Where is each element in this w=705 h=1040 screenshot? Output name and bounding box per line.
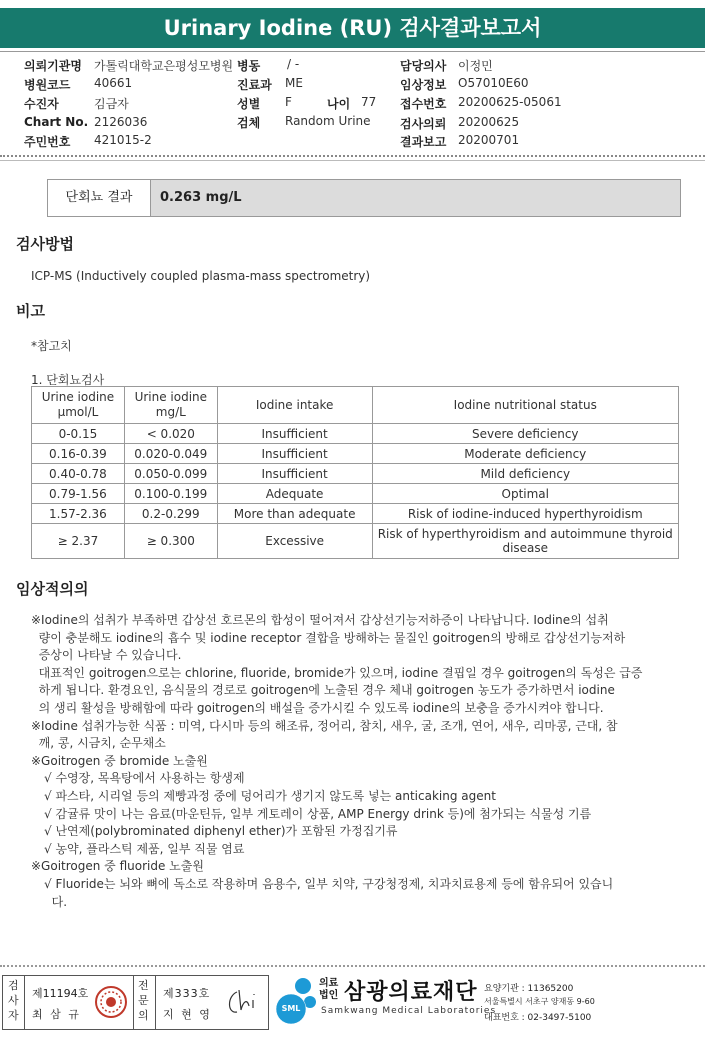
ward-value: / -	[287, 57, 300, 71]
col-header: Iodine nutritional status	[372, 387, 678, 424]
table-header-row	[32, 387, 679, 424]
method-heading: 검사방법	[16, 235, 74, 253]
list-item: √ Fluoride는 뇌와 뼈에 독소로 작용하며 음용수, 일부 치약, 구강청정제, 치과치료용제 등에 함유되어 있습니 다.	[44, 876, 614, 909]
department-value: ME	[285, 76, 303, 90]
table-cell: Insufficient	[217, 464, 372, 484]
department-label: 진료과	[237, 78, 272, 92]
doctor-value: 이정민	[458, 59, 493, 73]
seal-icon	[94, 985, 128, 1019]
table-row	[32, 524, 679, 559]
clinical-info-value: O57010E60	[458, 76, 529, 90]
report-title: Urinary Iodine (RU) 검사결과보고서	[0, 8, 705, 48]
hospital-code-label: 병원코드	[24, 78, 71, 92]
org-address: 서울특별시 서초구 양재동 9-60	[484, 997, 595, 1006]
table-cell: ≥ 2.37	[32, 524, 125, 559]
table-row	[32, 464, 679, 484]
org-prefix: 의료법인	[319, 978, 339, 1001]
table-cell: < 0.020	[124, 424, 217, 444]
divider	[155, 976, 156, 1029]
sml-logo-icon	[272, 975, 318, 1025]
table-cell: Moderate deficiency	[372, 444, 678, 464]
table-cell: Insufficient	[217, 444, 372, 464]
divider	[0, 155, 705, 157]
report-date-value: 20200701	[458, 133, 520, 147]
table-row	[32, 424, 679, 444]
table-cell: Risk of iodine-induced hyperthyroidism	[372, 504, 678, 524]
table-cell: Insufficient	[217, 424, 372, 444]
table-cell: More than adequate	[217, 504, 372, 524]
org-english-name: Samkwang Medical Laboratories	[321, 1006, 497, 1016]
institution-label: 의뢰기관명	[24, 59, 82, 73]
reference-table	[31, 386, 679, 559]
table-cell: 0.16-0.39	[32, 444, 125, 464]
table-cell: 0.2-0.299	[124, 504, 217, 524]
col-header: Urine iodine mg/L	[124, 387, 217, 424]
list-item: √ 파스타, 시리얼 등의 제빵과정 중에 덩어리가 생기지 않도록 넣는 anticaking agent	[44, 788, 496, 803]
remarks-heading: 비고	[16, 302, 45, 320]
divider	[0, 160, 705, 161]
specialist-label: 전문의	[138, 979, 149, 1022]
sex-label: 성별	[237, 97, 261, 111]
org-logo	[272, 975, 318, 1025]
report-date-label: 결과보고	[400, 135, 447, 149]
specialist-license: 제333호	[163, 987, 211, 1000]
table-cell: 0.79-1.56	[32, 484, 125, 504]
table-cell: 0.050-0.099	[124, 464, 217, 484]
test-request-value: 20200625	[458, 115, 520, 129]
table-subheading: 1. 단회뇨검사	[31, 373, 105, 387]
table-cell: Severe deficiency	[372, 424, 678, 444]
result-label: 단회뇨 결과	[48, 180, 151, 216]
col-header: Urine iodine μmol/L	[32, 387, 125, 424]
remarks-note: *참고치	[31, 339, 72, 353]
patient-label: 수진자	[24, 97, 59, 111]
org-phone: 대표번호 : 02-3497-5100	[484, 1013, 592, 1023]
receipt-label: 접수번호	[400, 97, 447, 111]
org-code: 요양기관 : 11365200	[484, 984, 574, 994]
chart-value: 2126036	[94, 115, 148, 129]
logo-text: SML	[281, 1004, 301, 1013]
specimen-label: 검체	[237, 116, 261, 130]
table-cell: Excessive	[217, 524, 372, 559]
list-item: √ 농약, 플라스틱 제품, 일부 직물 염료	[44, 841, 245, 856]
examiner-name: 최 삼 규	[32, 1008, 81, 1021]
examiner-label: 검사자	[8, 979, 19, 1022]
list-item: √ 수영장, 목욕탕에서 사용하는 항생제	[44, 771, 245, 786]
specimen-value: Random Urine	[285, 114, 371, 128]
list-item: √ 난연제(polybrominated diphenyl ether)가 포함된 가정집기류	[44, 824, 398, 839]
specialist-name: 지 현 영	[163, 1008, 212, 1021]
table-cell: Mild deficiency	[372, 464, 678, 484]
hospital-code-value: 40661	[94, 76, 133, 90]
rrn-label: 주민번호	[24, 135, 71, 149]
result-box	[47, 179, 681, 217]
table-cell: Risk of hyperthyroidism and autoimmune thyroid disease	[372, 524, 678, 559]
receipt-value: 20200625-05061	[458, 95, 562, 109]
divider	[133, 976, 134, 1029]
method-text: ICP-MS (Inductively coupled plasma-mass spectrometry)	[31, 269, 371, 283]
examiner-license: 제11194호	[32, 987, 89, 1000]
table-cell: ≥ 0.300	[124, 524, 217, 559]
clinical-paragraph: ※Iodine 섭취가능한 식품 : 미역, 다시마 등의 해조류, 정어리, 참치, 새우, 굴, 조개, 연어, 새우, 리마콩, 근대, 참 깨, 콩, 시금치, 순무채소	[31, 718, 618, 751]
list-item: √ 감귤류 맛이 나는 음료(마운틴듀, 일부 게토레이 상품, AMP Energy drink 등)에 첨가되는 식물성 기름	[44, 806, 592, 821]
clinical-paragraph: 대표적인 goitrogen으로는 chlorine, fluoride, bromide가 있으며, iodine 결핍일 경우 goitrogen의 독성은 급증 하게 됩니다. 환경요인, 음식물의 경로로 goitrogen에 노출된 경우 체내 goitrogen 농도가 증가하면서 iodine 의 생리 활성을 방해함에 따라 goitrogen의 배설을 증가시킬 수 있도록 iodine의 보충을 증가시켜야 합니다.	[38, 665, 643, 715]
table-row	[32, 504, 679, 524]
signature-icon	[223, 984, 263, 1020]
age-value: 77	[361, 95, 377, 109]
table-cell: 0.40-0.78	[32, 464, 125, 484]
clinical-info-label: 임상정보	[400, 78, 447, 92]
institution-value: 가톨릭대학교은평성모병원	[94, 59, 234, 73]
divider	[24, 976, 25, 1029]
table-row	[32, 444, 679, 464]
signature-box	[2, 975, 269, 1030]
patient-value: 김금자	[94, 97, 129, 111]
fluoride-heading: ※Goitrogen 중 fluoride 노출원	[31, 859, 204, 874]
table-cell: 1.57-2.36	[32, 504, 125, 524]
table-cell: 0-0.15	[32, 424, 125, 444]
table-cell: Adequate	[217, 484, 372, 504]
col-header: Iodine intake	[217, 387, 372, 424]
divider	[0, 51, 705, 52]
divider	[0, 965, 705, 967]
sex-value: F	[285, 95, 292, 109]
clinical-heading: 임상적의의	[16, 580, 89, 598]
clinical-section	[31, 612, 671, 911]
age-label: 나이	[327, 97, 351, 111]
table-cell: 0.020-0.049	[124, 444, 217, 464]
ward-label: 병동	[237, 59, 261, 73]
result-value: 0.263 mg/L	[151, 180, 680, 216]
bromide-heading: ※Goitrogen 중 bromide 노출원	[31, 753, 208, 768]
chart-label: Chart No.	[24, 115, 89, 129]
rrn-value: 421015-2	[94, 133, 152, 147]
table-cell: 0.100-0.199	[124, 484, 217, 504]
test-request-label: 검사의뢰	[400, 117, 447, 131]
table-row	[32, 484, 679, 504]
doctor-label: 담당의사	[400, 59, 447, 73]
clinical-paragraph: ※Iodine의 섭취가 부족하면 갑상선 호르몬의 합성이 떨어져서 갑상선기능저하증이 나타납니다. Iodine의 섭취 량이 충분해도 iodine의 흡수 및 iodine receptor 결합을 방해하는 물질인 goitrogen의 방해로 갑상선기능저하 증상이 나타날 수 있습니다.	[31, 613, 626, 663]
table-cell: Optimal	[372, 484, 678, 504]
org-name: 삼광의료재단	[344, 980, 478, 1005]
